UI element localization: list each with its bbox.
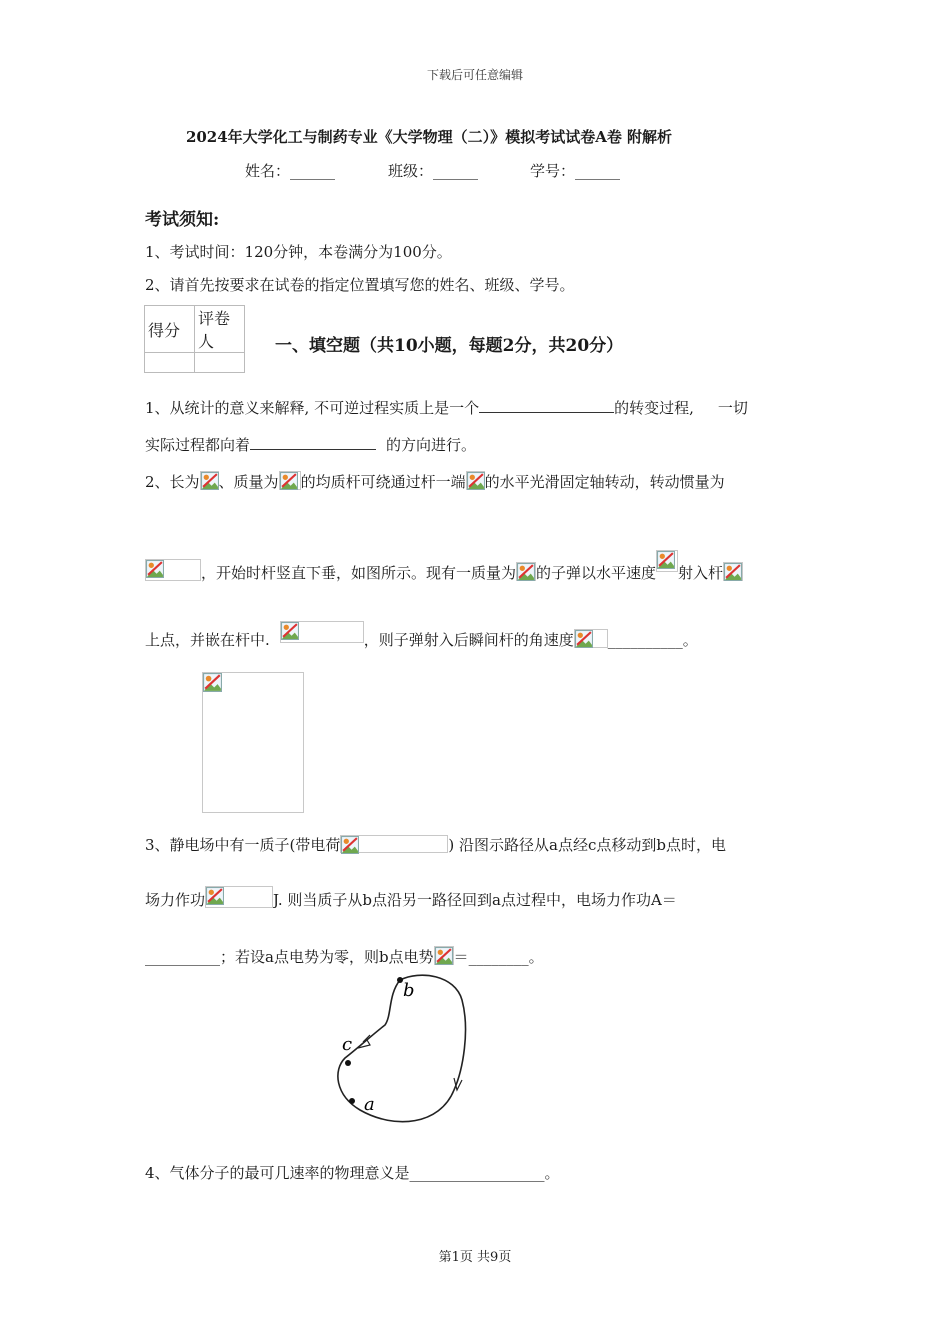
answer-blank (250, 435, 376, 450)
score-table (144, 305, 245, 373)
q3-text: ) 沿图示路径从a点经c点移动到b点时，电 (448, 836, 726, 854)
formula-image (434, 946, 454, 965)
formula-image (656, 550, 678, 572)
figure-image-placeholder (202, 672, 304, 813)
name-blank: ______ (290, 162, 336, 180)
question-1-line-1 (145, 397, 748, 418)
closed-path (338, 975, 466, 1122)
grader-cell (195, 353, 245, 373)
q1-text: 1、从统计的意义来解释, 不可逆过程实质上是一个 (145, 399, 480, 417)
label-b: b (403, 980, 415, 1001)
question-2-line-2 (145, 550, 743, 583)
id-blank: ______ (575, 162, 621, 180)
formula-image (516, 562, 536, 581)
formula-image (280, 621, 364, 643)
id-label: 学号： (530, 162, 576, 180)
q1-text: 的方向进行。 (386, 436, 477, 454)
question-3-line-1 (145, 834, 726, 855)
page-title: 2024年大学化工与制药专业《大学物理（二）》模拟考试试卷A卷 附解析 (185, 128, 673, 146)
q2-text: ，开始时杆竖直下垂，如图所示。现有一质量为 (201, 564, 517, 582)
section-heading: 一、填空题（共10小题，每题2分，共20分） (275, 336, 624, 356)
notice-title: 考试须知: (145, 210, 220, 230)
formula-image (340, 835, 448, 853)
answer-blank: __________ (145, 948, 220, 966)
q2-text: 上点，并嵌在杆中. (145, 631, 270, 649)
label-a: a (364, 1094, 375, 1115)
formula-image (279, 471, 301, 490)
grader-header: 评卷人 (195, 306, 245, 353)
path-figure (330, 970, 480, 1130)
page-footer: 第1页 共9页 (438, 1250, 512, 1265)
q2-text: 的子弹以水平速度 (536, 564, 657, 582)
question-2-line-1 (145, 471, 725, 492)
question-3-line-2 (145, 886, 677, 910)
point-a (349, 1098, 355, 1104)
class-blank: ______ (433, 162, 479, 180)
question-4-line-1 (145, 1162, 560, 1183)
formula-image (200, 471, 219, 490)
q3-text: 。 (528, 948, 544, 966)
q2-text: 、质量为 (218, 473, 279, 491)
notice-item: 2、请首先按要求在试卷的指定位置填写您的姓名、班级、学号。 (145, 276, 575, 294)
answer-blank: __________ (607, 631, 683, 649)
formula-image (205, 886, 273, 908)
score-header: 得分 (145, 306, 195, 353)
notice-item: 1、考试时间：120分钟，本卷满分为100分。 (145, 243, 452, 261)
q2-text: 2、长为 (145, 473, 200, 491)
label-c: c (342, 1034, 353, 1055)
q2-text: 的水平光滑固定轴转动，转动惯量为 (484, 473, 725, 491)
formula-image (145, 559, 201, 581)
answer-blank: ________ (468, 948, 529, 966)
class-field (388, 160, 478, 181)
q1-text: 一切 (717, 399, 748, 417)
name-label: 姓名： (245, 162, 291, 180)
q4-text: 4、气体分子的最可几速率的物理意义是 (145, 1164, 410, 1182)
q3-text: 3、静电场中有一质子(带电荷 (145, 836, 341, 854)
q3-text: J. 则当质子从b点沿另一路径回到a点过程中，电场力作功A＝ (273, 891, 677, 909)
q2-text: 的均质杆可绕通过杆一端 (300, 473, 466, 491)
header-note: 下载后可任意编辑 (426, 68, 523, 82)
q4-text: 。 (544, 1164, 560, 1182)
formula-image (723, 562, 743, 581)
question-1-line-2 (145, 434, 476, 455)
score-cell (145, 353, 195, 373)
q3-text: 场力作功 (145, 891, 206, 909)
q3-text: ＝ (453, 948, 469, 966)
formula-image (574, 629, 608, 648)
q3-text: ；若设a点电势为零，则b点电势 (220, 948, 434, 966)
id-field (530, 160, 620, 181)
answer-blank: __________________ (409, 1164, 545, 1182)
q1-text: 实际过程都向着 (145, 436, 251, 454)
q2-text: 射入杆 (678, 564, 724, 582)
question-3-line-3 (145, 946, 544, 967)
name-field (245, 160, 335, 181)
point-c (345, 1060, 351, 1066)
q1-text: 的转变过程, (614, 399, 694, 417)
q2-text: 。 (682, 631, 698, 649)
answer-blank (479, 398, 614, 413)
formula-image (466, 471, 485, 490)
question-2-line-3 (145, 621, 698, 650)
class-label: 班级： (388, 162, 434, 180)
q2-text: ，则子弹射入后瞬间杆的角速度 (363, 631, 574, 649)
